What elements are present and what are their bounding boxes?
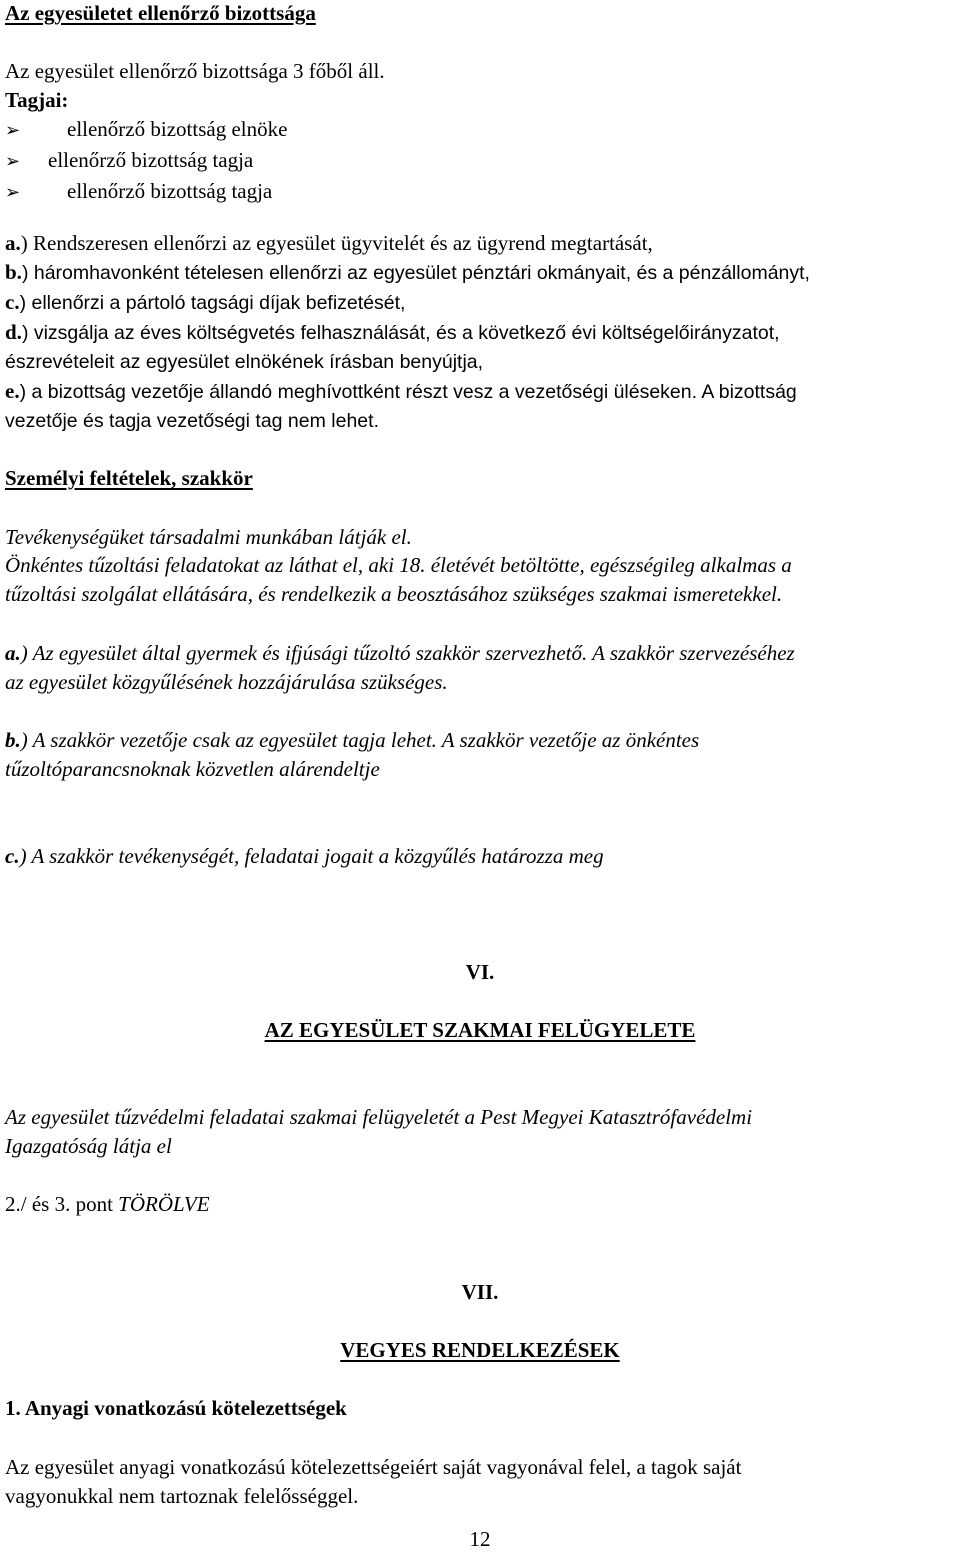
list-item: ➢ ellenőrző bizottság elnöke	[5, 114, 287, 145]
paragraph-b: b.) A szakkör vezetője csak az egyesület tagja lehet. A szakkör vezetője az önkéntes	[5, 728, 700, 752]
chapter-numeral: VII.	[461, 1280, 499, 1304]
deleted-point: 2./ és 3. pont TÖRÖLVE	[5, 1192, 210, 1216]
section-heading-personal: Személyi feltételek, szakkör	[5, 466, 253, 490]
personal-line: tűzoltási szolgálat ellátására, és rendelkezik a beosztásához szükséges szakmai ismeretekkel.	[5, 582, 783, 606]
list-item: d.) vizsgálja az éves költségvetés felhasználását, és a következő évi költségelőirányzatot,	[5, 320, 780, 344]
supervisory-intro: Az egyesület ellenőrző bizottsága 3 főből áll.	[5, 59, 385, 83]
chapter-line: vagyonukkal nem tartoznak felelősséggel.	[5, 1484, 359, 1508]
chapter-line: Az egyesület tűzvédelmi feladatai szakmai felügyeletét a Pest Megyei Katasztrófavédelmi	[5, 1105, 753, 1129]
arrow-bullet-icon: ➢	[5, 120, 21, 140]
chapter-numeral: VI.	[465, 960, 495, 984]
paragraph-a-continuation: az egyesület közgyűlésének hozzájárulása szükséges.	[5, 670, 448, 694]
arrow-bullet-icon: ➢	[5, 151, 21, 171]
sub-heading: 1. Anyagi vonatkozású kötelezettségek	[5, 1396, 347, 1420]
list-item-continuation: vezetője és tagja vezetőségi tag nem lehet.	[5, 410, 379, 432]
page-number: 12	[469, 1527, 491, 1551]
arrow-bullet-icon: ➢	[5, 182, 21, 202]
personal-line: Tevékenységüket társadalmi munkában látják el.	[5, 525, 412, 549]
chapter-title: VEGYES RENDELKEZÉSEK	[340, 1338, 620, 1362]
list-item: b.) háromhavonként tételesen ellenőrzi az egyesület pénztári okmányait, és a pénzállományt,	[5, 260, 810, 284]
list-item: a.) Rendszeresen ellenőrzi az egyesület ügyvitelét és az ügyrend megtartását,	[5, 231, 653, 255]
chapter-title: AZ EGYESÜLET SZAKMAI FELÜGYELETE	[264, 1018, 696, 1042]
paragraph-c: c.) A szakkör tevékenységét, feladatai jogait a közgyűlés határozza meg	[5, 844, 604, 868]
chapter-line: Az egyesület anyagi vonatkozású kötelezettségeiért saját vagyonával felel, a tagok saját	[5, 1455, 742, 1479]
section-heading-supervisory: Az egyesületet ellenőrző bizottsága	[5, 1, 316, 25]
chapter-line: Igazgatóság látja el	[5, 1134, 172, 1158]
paragraph-b-continuation: tűzoltóparancsnoknak közvetlen alárendeltje	[5, 757, 380, 781]
members-label: Tagjai:	[5, 88, 69, 112]
list-item: c.) ellenőrzi a pártoló tagsági díjak befizetését,	[5, 290, 406, 314]
list-item: ➢ ellenőrző bizottság tagja	[5, 176, 287, 207]
list-item: e.) a bizottság vezetője állandó meghívottként részt vesz a vezetőségi üléseken. A bizottság	[5, 379, 797, 403]
list-item: ➢ ellenőrző bizottság tagja	[5, 145, 287, 176]
duties-list	[5, 229, 810, 436]
list-item-continuation: észrevételeit az egyesület elnökének írásban benyújtja,	[5, 351, 484, 373]
personal-line: Önkéntes tűzoltási feladatokat az láthat el, aki 18. életévét betöltötte, egészségileg alkalmas a	[5, 553, 792, 577]
members-list	[5, 114, 287, 207]
paragraph-a: a.) Az egyesület által gyermek és ifjúsági tűzoltó szakkör szervezhető. A szakkör szervezéséhez	[5, 641, 795, 665]
